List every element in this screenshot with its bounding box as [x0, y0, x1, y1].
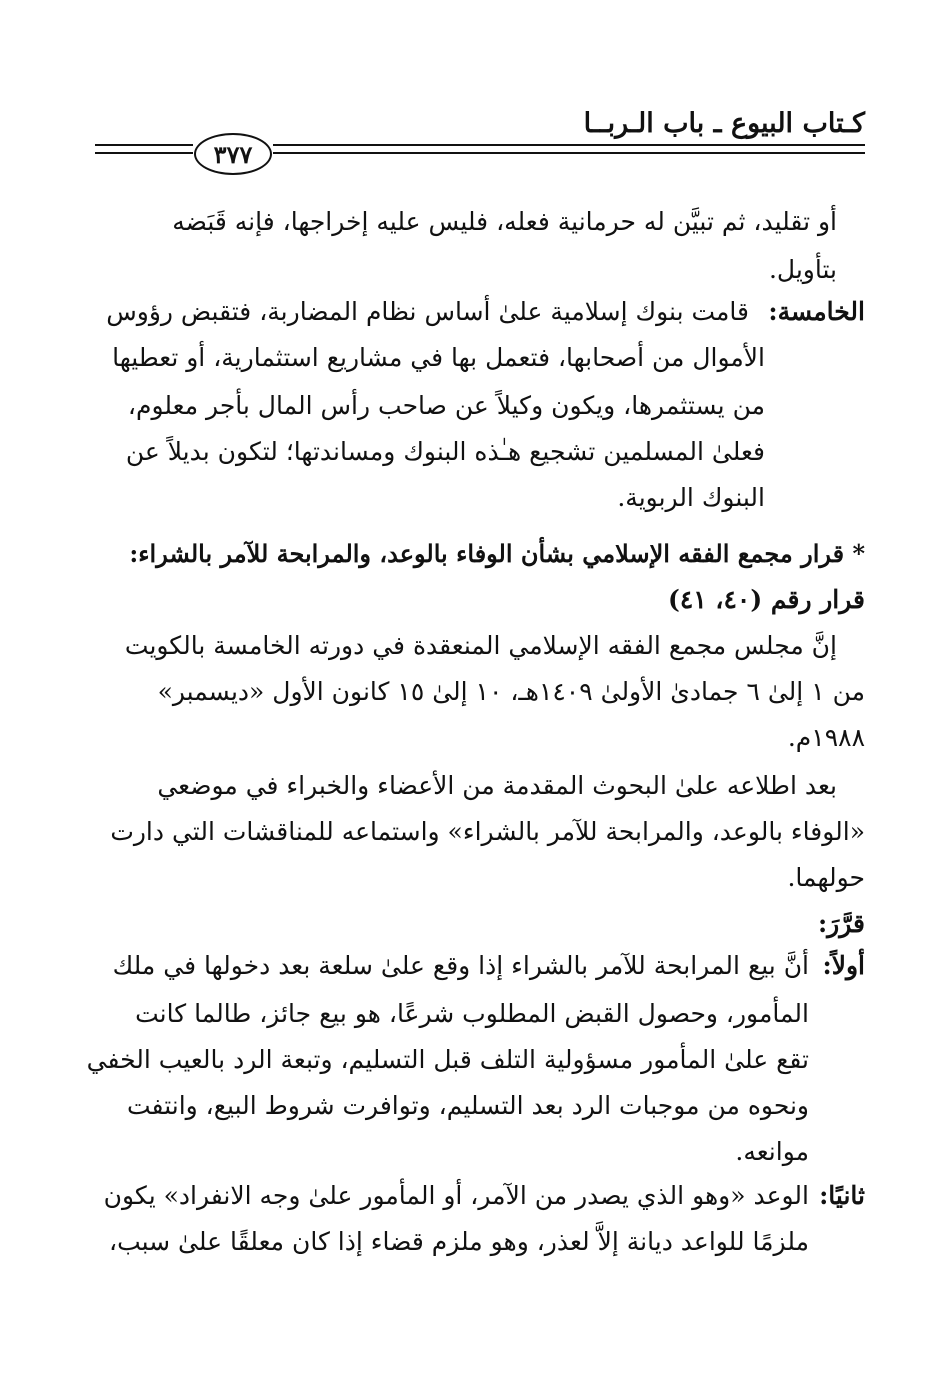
text-line-13: حولهما. — [787, 863, 865, 892]
fifth-label: الخامسة: — [768, 297, 865, 326]
text-line-19: موانعه. — [735, 1137, 809, 1166]
text-line-21: ملزمًا للواعد ديانة إلاَّ لعذر، وهو ملزم قضاء إذا كان معلقًا علىٰ سبب، — [109, 1227, 809, 1256]
header-rule-right-bottom — [273, 152, 865, 154]
text-line-7: البنوك الربوية. — [617, 483, 765, 512]
text-line-16: المأمور، وحصول القبض المطلوب شرعًا، هو بيع جائز، طالما كانت — [135, 999, 809, 1028]
text-line-4: الأموال من أصحابها، فتعمل بها في مشاريع استثمارية، أو تعطيها — [112, 343, 765, 372]
header-rule-left-top — [95, 144, 193, 146]
text-line-1: أو تقليد، ثم تبيَّن له حرمانية فعله، فليس عليه إخراجها، فإنه قَبَضه — [172, 207, 837, 236]
page-number: ٣٧٧ — [194, 133, 272, 175]
text-line-9: من ١ إلىٰ ٦ جمادىٰ الأولىٰ ١٤٠٩هـ، ١٠ إلىٰ ١٥ كانون الأول «ديسمبر» — [157, 677, 865, 706]
first-label: أولاً: — [822, 951, 865, 980]
text-line-15: أنَّ بيع المرابحة للآمر بالشراء إذا وقع علىٰ سلعة بعد دخولها في ملك — [112, 951, 809, 980]
header-rule-left-bottom — [95, 152, 193, 154]
text-line-2: بتأويل. — [768, 255, 837, 284]
text-line-17: تقع علىٰ المأمور مسؤولية التلف قبل التسليم، وتبعة الرد بالعيب الخفي — [86, 1045, 809, 1074]
section-heading: * قرار مجمع الفقه الإسلامي بشأن الوفاء بالوعد، والمرابحة للآمر بالشراء: — [129, 539, 865, 568]
second-label: ثانيًا: — [819, 1181, 865, 1210]
decision-number: قرار رقم (٤٠، ٤١) — [667, 585, 865, 614]
text-line-11: بعد اطلاعه علىٰ البحوث المقدمة من الأعضاء والخبراء في موضعي — [157, 771, 837, 800]
text-line-18: ونحوه من موجبات الرد بعد التسليم، وتوافرت شروط البيع، وانتفت — [127, 1091, 809, 1120]
text-line-12: «الوفاء بالوعد، والمرابحة للآمر بالشراء» واستماعه للمناقشات التي دارت — [110, 817, 865, 846]
running-title: كـتاب البيوع ـ باب الـربــا — [583, 108, 865, 139]
header-rule-right-top — [273, 144, 865, 146]
text-line-8: إنَّ مجلس مجمع الفقه الإسلامي المنعقدة في دورته الخامسة بالكويت — [124, 631, 837, 660]
resolved-label: قرَّرَ: — [817, 909, 865, 938]
text-line-3: قامت بنوك إسلامية علىٰ أساس نظام المضاربة، فتقبض رؤوس — [106, 297, 749, 326]
text-line-20: الوعد «وهو الذي يصدر من الآمر، أو المأمور علىٰ وجه الانفراد» يكون — [103, 1181, 809, 1210]
text-line-10: ١٩٨٨م. — [787, 723, 865, 752]
text-line-5: من يستثمرها، ويكون وكيلاً عن صاحب رأس المال بأجر معلوم، — [127, 391, 765, 420]
text-line-6: فعلىٰ المسلمين تشجيع هـٰذه البنوك ومساندتها؛ لتكون بديلاً عن — [125, 437, 765, 466]
